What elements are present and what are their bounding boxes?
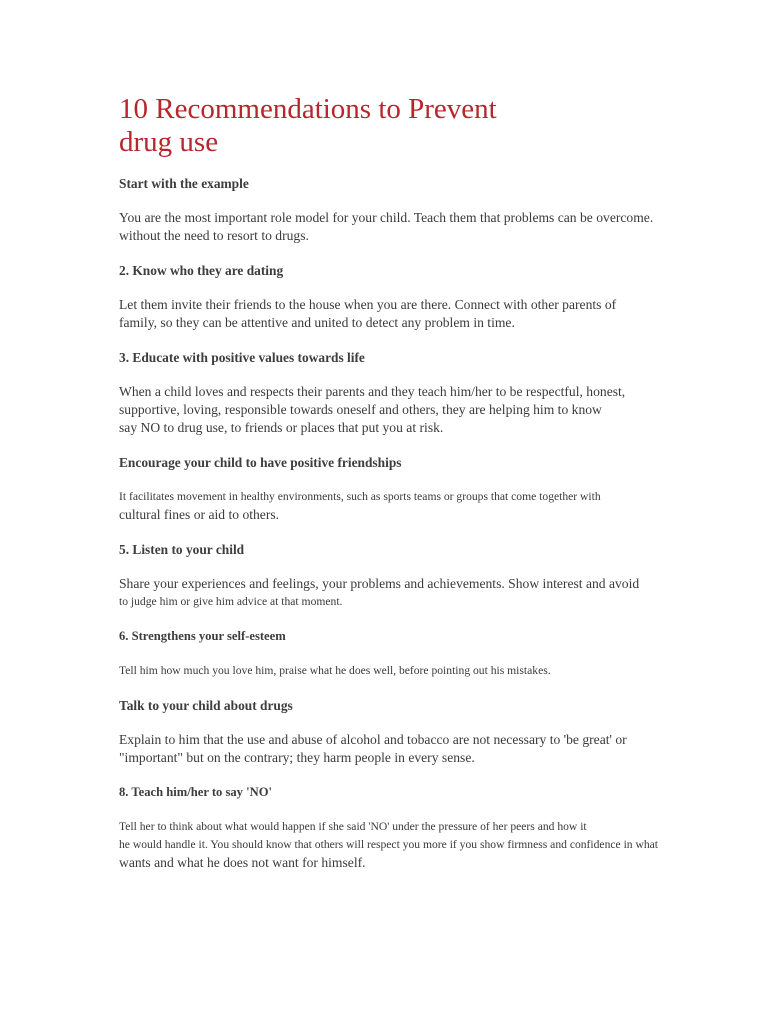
section-heading: Start with the example — [119, 176, 249, 191]
title-line-1: 10 Recommendations to Prevent — [119, 93, 497, 125]
section-8 — [119, 784, 708, 872]
title-line-2: drug use — [119, 126, 219, 158]
section-heading: Talk to your child about drugs — [119, 698, 293, 713]
section-heading: Encourage your child to have positive friendships — [119, 455, 402, 470]
body-line: You are the most important role model for your child. Teach them that problems can be overcome. — [119, 210, 654, 225]
body-line: "important" but on the contrary; they harm people in every sense. — [119, 750, 475, 765]
body-line: without the need to resort to drugs. — [119, 228, 309, 243]
section-heading: 3. Educate with positive values towards life — [119, 350, 365, 365]
body-line: wants and what he does not want for himself. — [119, 855, 366, 870]
section-body — [119, 296, 708, 332]
body-line: say NO to drug use, to friends or places that put you at risk. — [119, 420, 444, 435]
body-line: Share your experiences and feelings, your problems and achievements. Show interest and avoid — [119, 576, 640, 591]
section-1 — [119, 175, 708, 245]
section-7 — [119, 697, 708, 767]
body-line: It facilitates movement in healthy environments, such as sports teams or groups that come together with — [119, 490, 601, 503]
body-line: cultural fines or aid to others. — [119, 507, 280, 522]
section-heading: 5. Listen to your child — [119, 542, 245, 557]
document-title — [119, 93, 549, 159]
section-heading: 2. Know who they are dating — [119, 263, 284, 278]
body-line: When a child loves and respects their parents and they teach him/her to be respectful, honest, — [119, 384, 626, 399]
section-2 — [119, 262, 708, 332]
section-5 — [119, 541, 708, 611]
section-body — [119, 662, 708, 680]
body-line: Let them invite their friends to the house when you are there. Connect with other parents of — [119, 297, 617, 312]
body-line: to judge him or give him advice at that moment. — [119, 595, 343, 608]
section-heading: 6. Strengthens your self-esteem — [119, 629, 286, 643]
section-body — [119, 488, 708, 524]
body-line: family, so they can be attentive and united to detect any problem in time. — [119, 315, 515, 330]
section-body — [119, 383, 708, 437]
body-line: Explain to him that the use and abuse of alcohol and tobacco are not necessary to 'be great' or — [119, 732, 627, 747]
section-body — [119, 575, 708, 611]
body-line: supportive, loving, responsible towards oneself and others, they are helping him to know — [119, 402, 602, 417]
body-line: Tell him how much you love him, praise what he does well, before pointing out his mistakes. — [119, 664, 551, 677]
section-4 — [119, 454, 708, 524]
section-3 — [119, 349, 708, 437]
section-body — [119, 818, 708, 872]
section-body — [119, 209, 708, 245]
body-line: Tell her to think about what would happen if she said 'NO' under the pressure of her peers and how it — [119, 820, 587, 833]
section-6 — [119, 628, 708, 680]
body-line: he would handle it. You should know that others will respect you more if you show firmness and confidence in what — [119, 838, 659, 851]
section-body — [119, 731, 708, 767]
section-heading: 8. Teach him/her to say 'NO' — [119, 785, 273, 799]
